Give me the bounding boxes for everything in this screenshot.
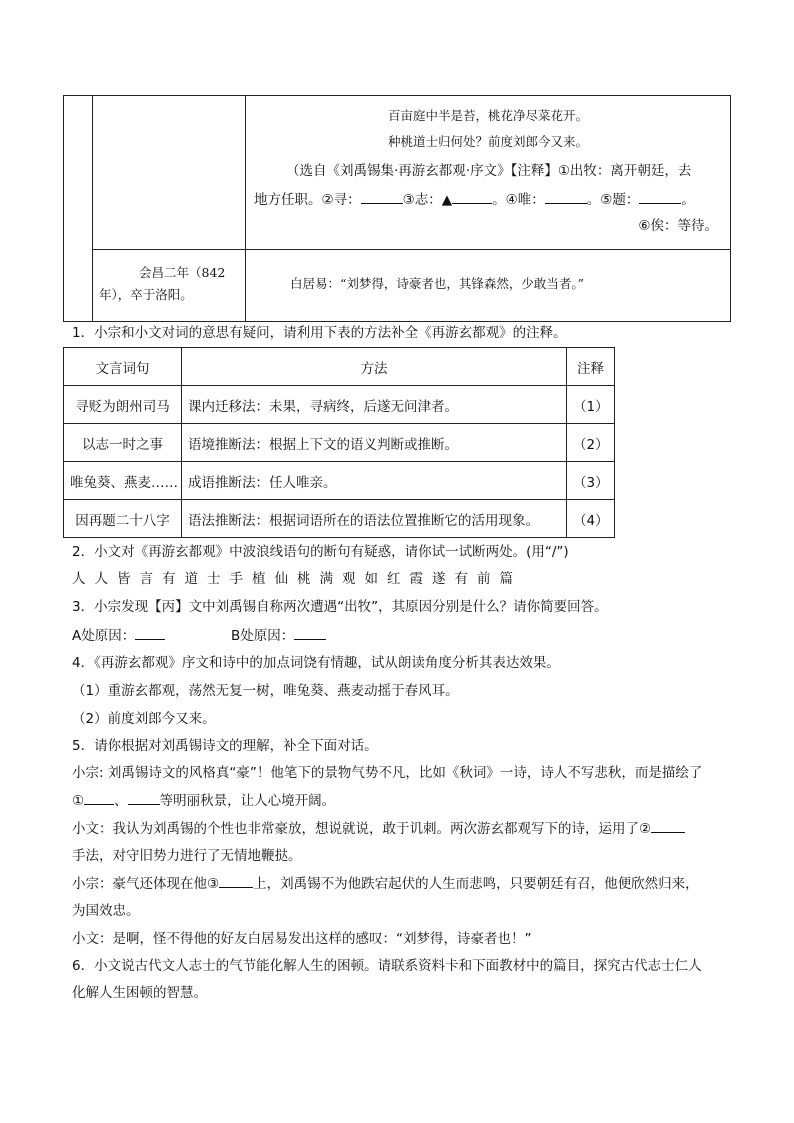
sentence-char[interactable]: 言 — [139, 571, 153, 587]
row-phrase: 寻贬为朗州司马 — [64, 386, 182, 424]
table-row — [64, 462, 615, 500]
note-ti-label: 。⑤题： — [586, 192, 640, 208]
bai-juyi-quote: 白居易：“刘梦得，诗豪者也，其锋森然，少敢当者。” — [290, 276, 585, 291]
dialogue-line-2 — [72, 789, 335, 809]
dialogue-line-3-text: 小文：我认为刘禹锡的个性也非常豪放，想说就说，敢于讥刺。两次游玄都观写下的诗，运用了② — [72, 821, 652, 837]
sentence-char[interactable]: 士 — [207, 571, 221, 587]
sentence-char[interactable]: 有 — [454, 571, 468, 587]
table-row — [64, 424, 615, 462]
poem-line-1: 百亩庭中半是苔，桃花净尽菜花开。 — [387, 108, 588, 123]
row-phrase: 以志一时之事 — [64, 424, 182, 462]
sentence-char[interactable]: 霞 — [409, 571, 423, 587]
question-1-text: 1．小宗和小文对词的意思有疑问，请利用下表的方法补全《再游玄都观》的注释。 — [72, 325, 567, 341]
header-phrase: 文言词句 — [64, 348, 182, 386]
answer-a-label: A处原因： — [72, 628, 136, 644]
table-row — [64, 500, 615, 538]
answer-a-blank[interactable] — [135, 627, 165, 640]
blank-1-separator: 、 — [114, 793, 128, 809]
answer-b-blank[interactable] — [294, 627, 326, 640]
blank-3[interactable] — [219, 875, 253, 888]
sentence-char[interactable]: 道 — [184, 571, 198, 587]
source-note-line-2 — [254, 188, 695, 208]
note-wei-blank[interactable] — [545, 191, 587, 204]
sentence-char[interactable]: 人 — [94, 571, 108, 587]
wavy-line-sentence[interactable] — [72, 567, 522, 587]
sentence-char[interactable]: 手 — [229, 571, 243, 587]
sentence-char[interactable]: 植 — [252, 571, 266, 587]
header-method: 方法 — [182, 348, 567, 386]
info-card-margin-cell — [64, 96, 93, 322]
row-note[interactable]: （1） — [567, 386, 615, 424]
question-2-text: 2．小文对《再游玄都观》中波浪线语句的断句有疑惑，请你试一试断两处。(用“/”) — [72, 544, 569, 560]
row-note[interactable]: （3） — [567, 462, 615, 500]
row-note[interactable]: （2） — [567, 424, 615, 462]
bai-juyi-quote-cell — [246, 250, 731, 322]
dialogue-line-3 — [72, 817, 685, 837]
note-zhi-blank[interactable] — [452, 191, 492, 204]
row-method: 语境推断法：根据上下文的语义判断或推断。 — [182, 424, 567, 462]
question-6-line-2: 化解人生困顿的智慧。 — [72, 985, 207, 1001]
row-phrase: 因再题二十八字 — [64, 500, 182, 538]
row-method: 课内迁移法：未果，寻病终，后遂无问津者。 — [182, 386, 567, 424]
blank-2[interactable] — [651, 820, 685, 833]
info-card-empty-cell — [93, 96, 246, 250]
method-table — [63, 347, 615, 538]
table-row — [64, 386, 615, 424]
sentence-char[interactable]: 皆 — [117, 571, 131, 587]
dialogue-line-1: 小宗: 刘禹锡诗文的风格真“豪”！他笔下的景物气势不凡，比如《秋词》一诗，诗人不写悲秋，而是描绘了 — [72, 765, 703, 781]
sentence-char[interactable]: 人 — [72, 571, 86, 587]
answer-b-line — [231, 624, 326, 644]
answer-b-label: B处原因： — [231, 628, 295, 644]
poem-cell — [246, 96, 731, 250]
question-4-text: 4．《再游玄都观》序文和诗中的加点词饶有情趣，试从朗读角度分析其表达效果。 — [72, 655, 560, 671]
dialogue-line-5 — [72, 872, 699, 892]
blank-1-marker: ① — [72, 793, 85, 809]
source-note-line-1: （选自《刘禹锡集·再游玄都观·序文》【注释】①出牧：离开朝廷，去 — [286, 163, 692, 179]
sentence-char[interactable]: 观 — [342, 571, 356, 587]
poem-line-2: 种桃道士归何处？前度刘郎今又来。 — [387, 134, 588, 149]
sentence-char[interactable]: 仙 — [274, 571, 288, 587]
source-note-line-3: ⑥俟：等待。 — [638, 218, 718, 234]
dialogue-line-6: 为国效忠。 — [72, 903, 140, 919]
dialogue-line-5-text-b: 上，刘禹锡不为他跌宕起伏的人生而悲鸣，只要朝廷有召，他便欣然归来， — [253, 876, 699, 892]
sentence-char[interactable]: 遂 — [432, 571, 446, 587]
row-method: 成语推断法：任人唯亲。 — [182, 462, 567, 500]
blank-1b[interactable] — [128, 792, 160, 805]
sentence-char[interactable]: 桃 — [297, 571, 311, 587]
info-card-table — [63, 95, 731, 322]
row-phrase: 唯兔葵、燕麦…… — [64, 462, 182, 500]
answer-a-line — [72, 624, 165, 644]
note-xun-label: 地方任职。②寻： — [254, 192, 361, 208]
sentence-char[interactable]: 有 — [162, 571, 176, 587]
note-xun-blank[interactable] — [361, 191, 403, 204]
note-end-mark: 。 — [681, 192, 695, 208]
dialogue-line-4: 手法，对守旧势力进行了无情地鞭挞。 — [72, 848, 302, 864]
death-year-line-2: 年），卒于洛阳。 — [99, 287, 193, 302]
method-table-header — [64, 348, 615, 386]
question-6-line-1: 6．小文说古代文人志士的气节能化解人生的困顿。请联系资料卡和下面教材中的篇目，探究古代志士仁人 — [72, 958, 702, 974]
death-year-cell — [93, 250, 246, 322]
death-year-line-1: 会昌二年（842 — [139, 265, 226, 280]
blank-1a[interactable] — [84, 792, 114, 805]
note-ti-blank[interactable] — [639, 191, 681, 204]
sentence-char[interactable]: 前 — [477, 571, 491, 587]
dialogue-line-2-text: 等明丽秋景，让人心境开阔。 — [159, 793, 336, 809]
question-4-item-2: （2）前度刘郎今又来。 — [72, 711, 216, 727]
dialogue-line-7: 小文：是啊，怪不得他的好友白居易发出这样的感叹：“刘梦得，诗豪者也！” — [72, 931, 532, 947]
note-zhi-label: ③志：▲ — [402, 192, 453, 208]
row-note[interactable]: （4） — [567, 500, 615, 538]
sentence-char[interactable]: 如 — [364, 571, 378, 587]
question-5-text: 5．请你根据对刘禹锡诗文的理解，补全下面对话。 — [72, 738, 378, 754]
sentence-char[interactable]: 红 — [387, 571, 401, 587]
row-method: 语法推断法：根据词语所在的语法位置推断它的活用现象。 — [182, 500, 567, 538]
question-3-text: 3．小宗发现【丙】文中刘禹锡自称两次遭遇“出牧”，其原因分别是什么？请你简要回答。 — [72, 599, 608, 615]
sentence-char[interactable]: 篇 — [499, 571, 513, 587]
note-wei-label: 。④唯： — [492, 192, 545, 208]
header-note: 注释 — [567, 348, 615, 386]
dialogue-line-5-text-a: 小宗：豪气还体现在他③ — [72, 876, 220, 892]
question-4-item-1: （1）重游玄都观，荡然无复一树，唯兔葵、燕麦动摇于春风耳。 — [72, 683, 459, 699]
sentence-char[interactable]: 满 — [319, 571, 333, 587]
